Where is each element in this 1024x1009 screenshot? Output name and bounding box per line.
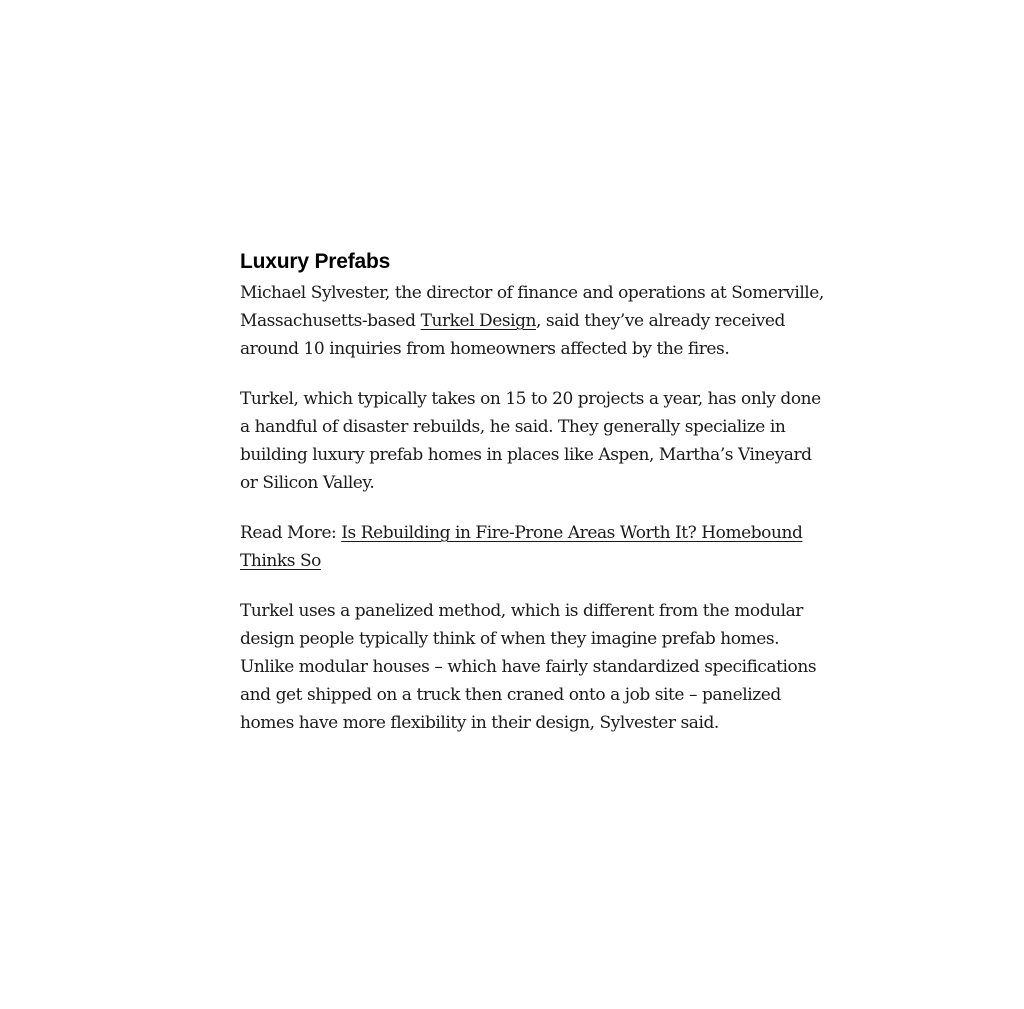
paragraph-turkel-projects: Turkel, which typically takes on 15 to 20 projects a year, has only done a handful of disaster rebuilds, he said. They generally specialize in building luxury prefab homes in places like Aspen, Martha’s Vineyard or Silicon Valley. bbox=[240, 389, 821, 493]
article-body bbox=[240, 248, 830, 759]
section-heading: Luxury Prefabs bbox=[240, 250, 391, 273]
turkel-design-link[interactable]: Turkel Design bbox=[420, 311, 537, 331]
read-more-label: Read More: bbox=[240, 523, 342, 543]
paragraph-sylvester-inquiries bbox=[240, 279, 830, 363]
paragraph-panelized-method: Turkel uses a panelized method, which is different from the modular design people typically think of when they imagine prefab homes. Unlike modular houses – which have fairly standardized specifications and get shipped on a truck then craned onto a job site – panelized homes have more flexibility in their design, Sylvester said. bbox=[240, 601, 817, 733]
paragraph-text: Michael Sylvester, the director of finance and operations at Somerville, Massachusetts-based bbox=[240, 283, 824, 331]
read-more-link[interactable]: Is Rebuilding in Fire-Prone Areas Worth It? Homebound Thinks So bbox=[240, 523, 803, 571]
paragraph-text: , said they’ve already received around 10 inquiries from homeowners affected by the fires. bbox=[240, 311, 785, 359]
read-more-line bbox=[240, 519, 830, 575]
